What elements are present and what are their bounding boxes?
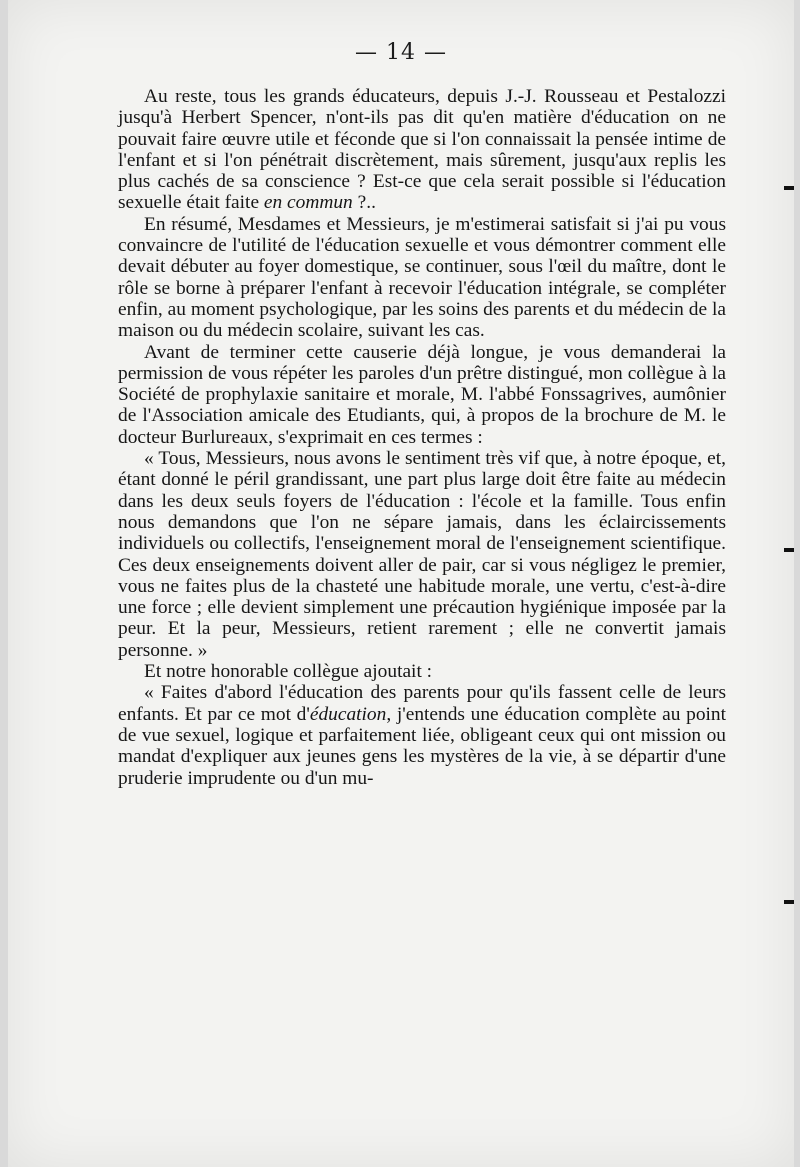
paragraph-5: Et notre honorable collègue ajoutait : [144,661,433,683]
paragraph-6-quote: « Faites d'abord l'éducation des parents pour qu'ils fassent celle de leurs enfants. Et par ce mot d'éducation, j'entends une éducation complète au point de vue sexuel, logique et parfaitement liée, obligeant ceux qui ont mission ou mandat d'expliquer aux jeunes gens les mystères de la vie, à se départir d'une pruderie imprudente ou d'un mu- [118,682,726,789]
italic-word: éducation [309,703,387,725]
body-text [118,86,726,789]
italic-phrase: en commun [263,192,353,214]
page-number: — 14 — [355,40,447,65]
paragraph-1: Au reste, tous les grands éducateurs, depuis J.-J. Rousseau et Pestalozzi jusqu'à Herbert Spencer, n'ont-ils pas dit qu'en matière d'éducation on ne pouvait faire œuvre utile et féconde que si l'on connaissait la pensée intime de l'enfant et si l'on pénétrait discrètement, mais sûrement, jusqu'aux replis les plus cachés de sa conscience ? Est-ce que cela serait possible si l'éducation sexuelle était faite en commun ?.. [118,86,726,214]
margin-mark [784,186,794,190]
paragraph-4-quote: « Tous, Messieurs, nous avons le sentiment très vif que, à notre époque, et, étant donné le péril grandissant, une part plus large doit être faite au médecin dans les deux seuls foyers de l'éducation : l'école et la famille. Tous enfin nous demandons que l'on ne sépare jamais, dans les éclaircissements individuels ou collectifs, l'enseignement moral de l'enseignement scientifique. Ces deux enseignements doivent aller de pair, car si vous négligez le premier, vous ne faites plus de la chasteté une habitude morale, une vertu, c'est-à-dire une force ; elle devient simplement une précaution hygiénique imposée par la peur. Et la peur, Messieurs, retient rarement ; elle ne convertit jamais personne. » [118,448,726,661]
book-page [8,0,794,1167]
margin-mark [784,900,794,904]
paragraph-3: Avant de terminer cette causerie déjà longue, je vous demanderai la permission de vous répéter les paroles d'un prêtre distingué, mon collègue à la Société de prophylaxie sanitaire et morale, M. l'abbé Fonssagrives, aumônier de l'Association amicale des Etudiants, qui, à propos de la brochure de M. le docteur Burlureaux, s'exprimait en ces termes : [118,341,726,448]
paragraph-2: En résumé, Mesdames et Messieurs, je m'estimerai satisfait si j'ai pu vous convaincre de l'utilité de l'éducation sexuelle et vous démontrer comment elle devait débuter au foyer domestique, se continuer, sous l'œil du maître, dont le rôle se borne à préparer l'enfant à recevoir l'éducation intégrale, se compléter enfin, au moment psychologique, par les soins des parents et du médecin de la maison ou du médecin scolaire, suivant les cas. [118,213,726,342]
margin-mark [784,548,794,552]
